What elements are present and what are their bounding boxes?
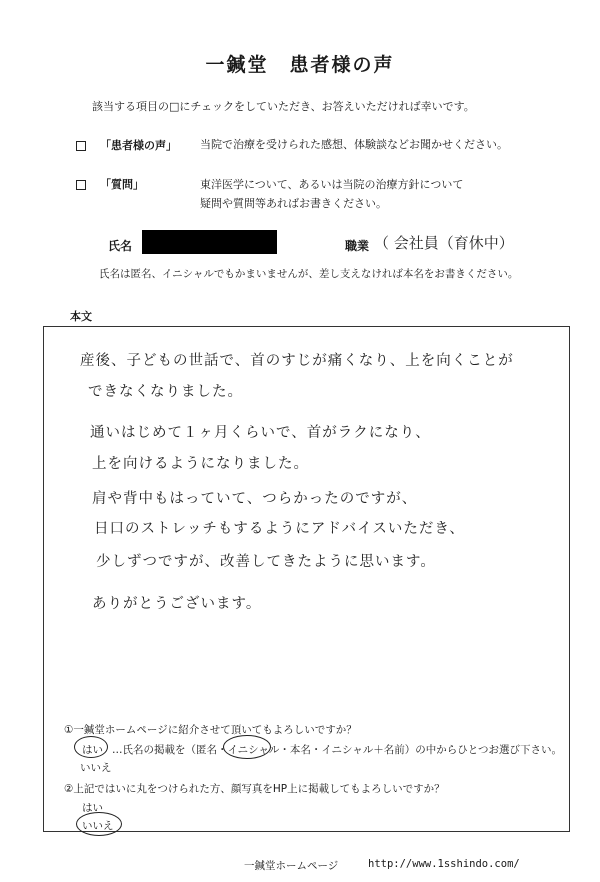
instruction-text: 該当する項目の□にチェックをしていただき、お答えいただければ幸いです。 — [92, 100, 475, 113]
footer-url[interactable]: http://www.1sshindo.com/ — [368, 858, 520, 870]
checkbox-patient-voice[interactable] — [76, 141, 86, 151]
body-line: ありがとうございます。 — [92, 596, 262, 612]
name-redaction — [142, 230, 277, 254]
q1-initial-circle-mark — [223, 735, 271, 759]
q2-yes-option[interactable]: はい — [82, 802, 103, 814]
question-1: ①一鍼堂ホームページに紹介させて頂いてもよろしいですか？ — [64, 724, 357, 736]
body-line: 肩や背中もはっていて、つらかったのですが、 — [92, 491, 418, 507]
q2-no-circle-mark — [76, 812, 122, 836]
footer-site-name: 一鍼堂ホームページ — [244, 860, 339, 872]
occupation-label: 職業 — [345, 239, 370, 253]
body-line: 上を向けるようになりました。 — [92, 456, 309, 472]
option-desc-question-line2: 疑問や質問等あればお書きください。 — [200, 197, 387, 210]
q2-no-option[interactable]: いいえ — [82, 820, 114, 832]
body-line: 日口のストレッチもするようにアドバイスいただき、 — [94, 521, 465, 537]
q1-yes-circle-mark — [74, 736, 108, 758]
page-title: 一鍼堂 患者様の声 — [205, 54, 395, 76]
body-line: 産後、子どもの世話で、首のすじが痛くなり、上を向くことが — [80, 353, 514, 369]
name-label: 氏名 — [108, 239, 133, 253]
body-line: 通いはじめて１ヶ月くらいで、首がラクになり、 — [90, 425, 431, 441]
question-2: ②上記ではいに丸をつけられた方、顔写真をHP上に掲載してもよろしいですか？ — [64, 783, 445, 795]
body-label: 本文 — [70, 310, 92, 323]
body-line: 少しずつですが、改善してきたように思います。 — [96, 554, 436, 570]
checkbox-question[interactable] — [76, 180, 86, 190]
occupation-value[interactable]: （ 会社員（育休中） — [374, 234, 514, 252]
option-desc-question-line1: 東洋医学について、あるいは当院の治療方針について — [200, 178, 464, 191]
option-label-patient-voice: 「患者様の声」 — [100, 139, 177, 152]
q1-detail: …氏名の掲載を（匿名・イニシャル・本名・イニシャル＋名前）の中からひとつお選び下さい。 — [112, 744, 563, 756]
body-line: できなくなりました。 — [88, 384, 243, 400]
q1-yes-option[interactable]: はい — [82, 744, 103, 756]
option-label-question: 「質問」 — [100, 178, 144, 191]
name-note: 氏名は匿名、イニシャルでもかまいませんが、差し支えなければ本名をお書きください。 — [99, 268, 519, 280]
option-desc-patient-voice: 当院で治療を受けられた感想、体験談などお聞かせください。 — [200, 138, 508, 151]
q1-no-option[interactable]: いいえ — [80, 762, 112, 774]
